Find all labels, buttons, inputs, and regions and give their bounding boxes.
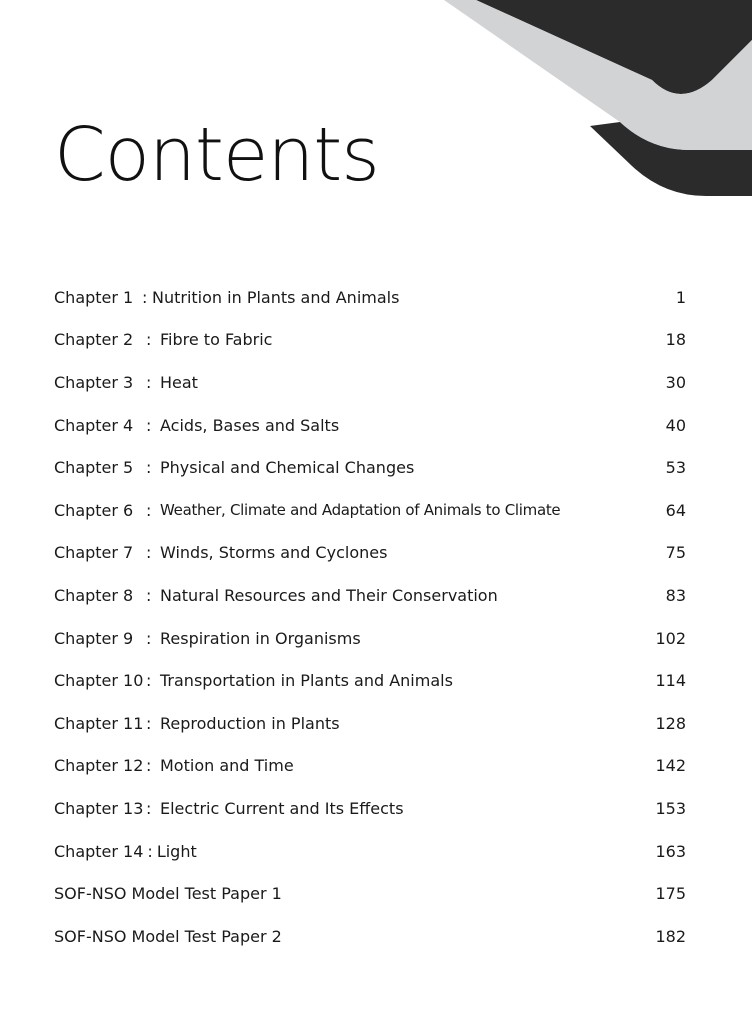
toc-chapter-title: Fibre to Fabric [160,330,273,350]
toc-row-chapter-2[interactable] [54,319,686,362]
toc-page-number: 83 [665,585,686,605]
toc-page-number: 175 [655,884,686,904]
toc-separator: : [146,543,152,563]
toc-page-number: 182 [655,926,686,946]
toc-row-test-paper-1[interactable] [54,872,686,915]
toc-chapter-label: Chapter 2 [54,330,134,350]
toc-page-number: 153 [655,798,686,818]
toc-chapter-label: Chapter 6 [54,500,134,520]
toc-row-chapter-14[interactable] [54,830,686,873]
toc-chapter-label: Chapter 12 [54,756,144,776]
toc-page-number: 102 [655,628,686,648]
toc-chapter-title: Weather, Climate and Adaptation of Animals to Climate [160,501,561,520]
toc-test-paper-label: SOF-NSO Model Test Paper 1 [54,884,282,904]
toc-chapter-label: Chapter 3 [54,372,134,392]
toc-page-number: 18 [665,330,686,350]
toc-chapter-title: Winds, Storms and Cyclones [160,543,388,563]
toc-page-number: 75 [665,543,686,563]
toc-row-chapter-12[interactable] [54,745,686,788]
toc-chapter-label: Chapter 8 [54,585,134,605]
toc-separator: : [146,628,152,648]
table-of-contents [54,276,686,958]
toc-chapter-label: Chapter 14 [54,841,144,861]
toc-page-number: 163 [655,841,686,861]
toc-chapter-label: Chapter 13 [54,798,144,818]
toc-row-chapter-7[interactable] [54,532,686,575]
toc-chapter-title: Light [156,841,197,861]
toc-chapter-label: Chapter 10 [54,671,144,691]
toc-row-chapter-6[interactable] [54,489,686,532]
toc-chapter-label: Chapter 11 [54,713,144,733]
toc-chapter-title: Respiration in Organisms [160,628,361,648]
toc-separator: : [146,500,152,520]
toc-separator: : [146,458,152,478]
toc-separator: : [142,287,148,307]
toc-page-number: 53 [665,458,686,478]
toc-page-number: 64 [665,500,686,520]
toc-page-number: 142 [655,756,686,776]
toc-separator: : [146,372,152,392]
toc-separator: : [146,756,152,776]
toc-separator: : [147,841,153,861]
toc-test-paper-label: SOF-NSO Model Test Paper 2 [54,926,282,946]
toc-chapter-label: Chapter 1 [54,287,134,307]
toc-page-number: 40 [665,415,686,435]
toc-row-chapter-4[interactable] [54,404,686,447]
toc-chapter-title: Acids, Bases and Salts [160,415,340,435]
toc-separator: : [146,585,152,605]
toc-row-chapter-13[interactable] [54,787,686,830]
toc-chapter-title: Transportation in Plants and Animals [160,671,453,691]
toc-separator: : [146,330,152,350]
toc-row-chapter-9[interactable] [54,617,686,660]
toc-row-chapter-10[interactable] [54,659,686,702]
toc-chapter-title: Reproduction in Plants [160,713,340,733]
toc-chapter-title: Nutrition in Plants and Animals [152,287,400,307]
toc-page-number: 1 [675,287,686,307]
toc-row-test-paper-2[interactable] [54,915,686,958]
toc-chapter-label: Chapter 9 [54,628,134,648]
toc-chapter-title: Natural Resources and Their Conservation [160,585,498,605]
toc-row-chapter-11[interactable] [54,702,686,745]
toc-row-chapter-5[interactable] [54,446,686,489]
toc-chapter-title: Physical and Chemical Changes [160,458,415,478]
toc-row-chapter-1[interactable] [54,276,686,319]
toc-separator: : [146,713,152,733]
toc-separator: : [146,798,152,818]
toc-row-chapter-3[interactable] [54,361,686,404]
toc-chapter-label: Chapter 5 [54,458,134,478]
toc-chapter-title: Motion and Time [160,756,294,776]
toc-chapter-title: Electric Current and Its Effects [160,798,404,818]
toc-separator: : [146,671,152,691]
toc-chapter-title: Heat [160,372,198,392]
toc-separator: : [146,415,152,435]
toc-page-number: 114 [655,671,686,691]
toc-chapter-label: Chapter 4 [54,415,134,435]
toc-page-number: 128 [655,713,686,733]
toc-chapter-label: Chapter 7 [54,543,134,563]
page-title: Contents [54,112,379,198]
toc-page-number: 30 [665,372,686,392]
toc-row-chapter-8[interactable] [54,574,686,617]
